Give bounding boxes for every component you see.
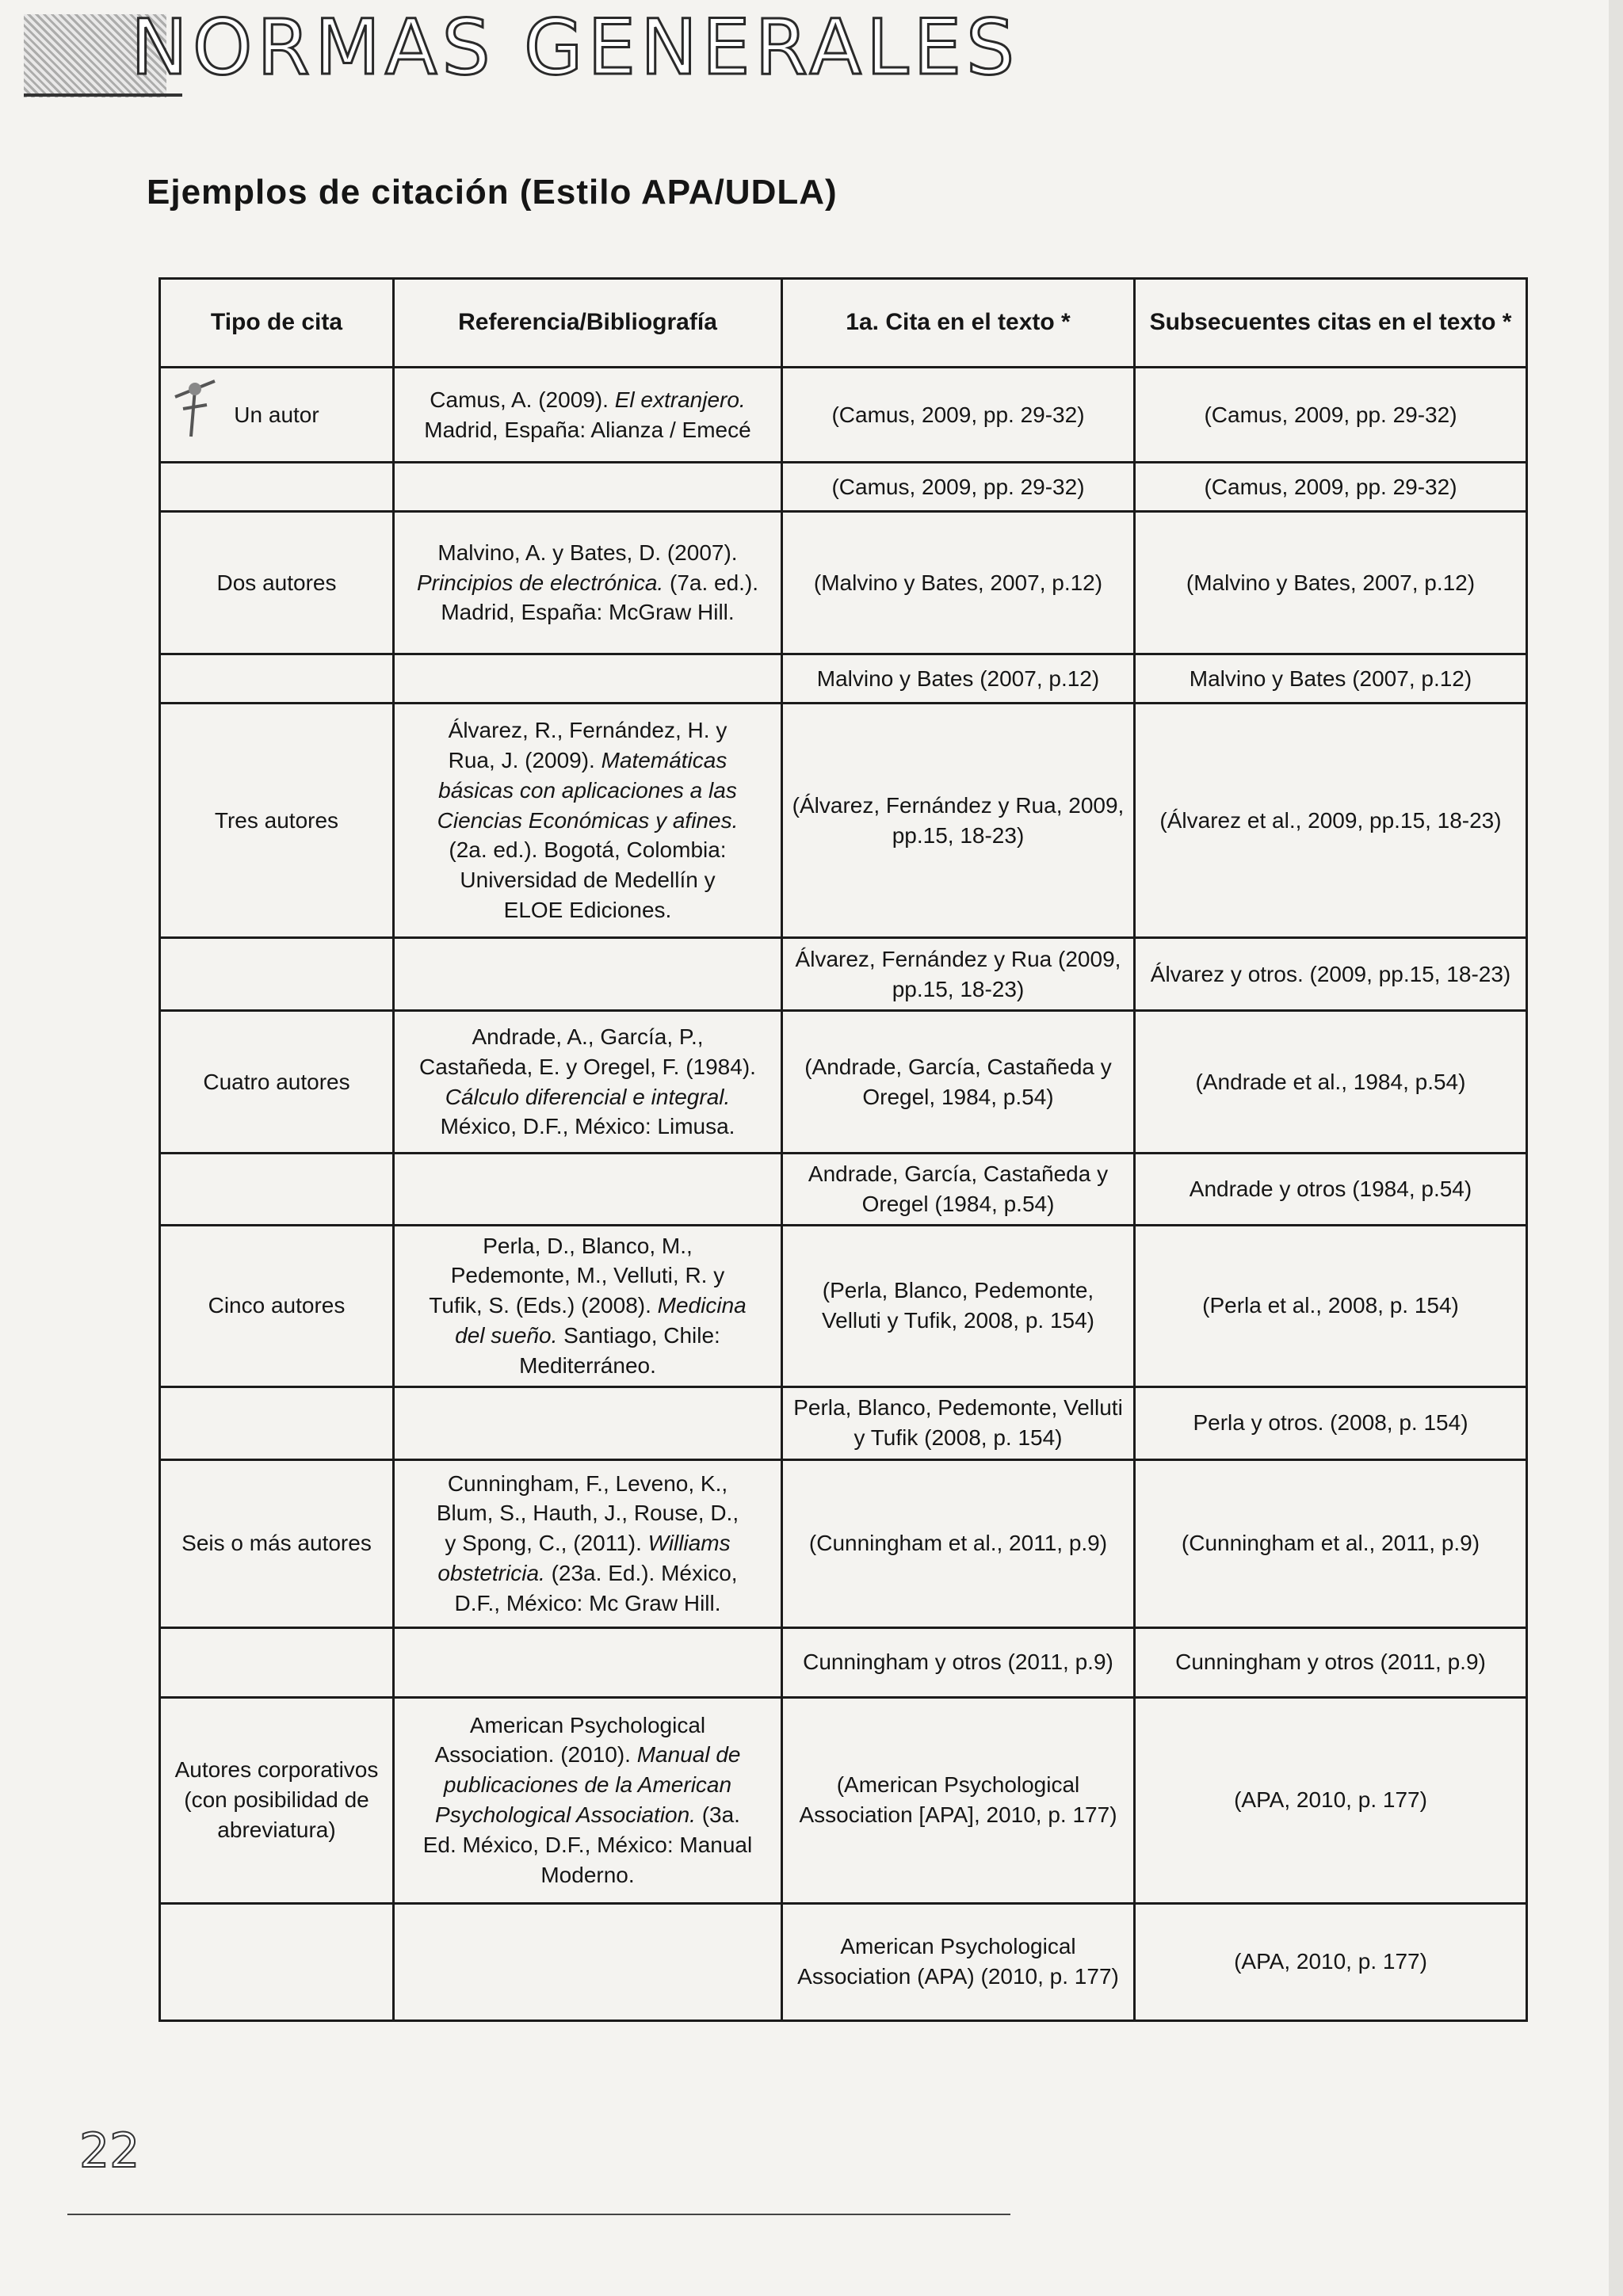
cell-subsecuentes: (Andrade et al., 1984, p.54): [1135, 1011, 1527, 1154]
header-tipo: Tipo de cita: [160, 279, 394, 368]
reference-line: [403, 715, 773, 746]
table-row-narrative: [160, 463, 1527, 512]
table-row: [160, 368, 1527, 463]
reference-title-text: Matemáticas: [601, 748, 727, 772]
table-row-narrative: [160, 1154, 1527, 1226]
reference-line: [403, 538, 773, 568]
cell-referencia: [394, 368, 782, 463]
reference-line: [403, 1528, 773, 1558]
reference-text: (3a.: [695, 1802, 740, 1828]
cell-empty: [394, 1903, 782, 2020]
cell-empty: [394, 654, 782, 704]
cell-empty: [160, 1903, 394, 2020]
cell-referencia: [394, 1225, 782, 1386]
cell-empty: [160, 1154, 394, 1226]
cell-empty: [394, 1154, 782, 1226]
reference-text: Santiago, Chile:: [557, 1322, 720, 1348]
tipo-label: Tres autores: [214, 807, 339, 833]
reference-text: Ed. México, D.F., México: Manual: [422, 1832, 753, 1857]
reference-text: (7a. ed.).: [663, 570, 759, 595]
cell-subsecuentes: (Álvarez et al., 2009, pp.15, 18-23): [1135, 704, 1527, 938]
reference-line: [403, 746, 773, 776]
header-primera-cita: 1a. Cita en el texto *: [782, 279, 1135, 368]
cell-narrativa-primera: Malvino y Bates (2007, p.12): [782, 654, 1135, 704]
reference-text: Álvarez, R., Fernández, H. y: [448, 718, 727, 743]
reference-line: [403, 1558, 773, 1589]
reference-line: [403, 1112, 773, 1142]
reference-text: (23a. Ed.). México,: [544, 1560, 738, 1585]
cell-narrativa-subsecuentes: Andrade y otros (1984, p.54): [1135, 1154, 1527, 1226]
reference-text: Madrid, España: McGraw Hill.: [441, 600, 735, 625]
reference-text: Mediterráneo.: [519, 1352, 656, 1378]
reference-text: y Spong, C., (2011).: [445, 1531, 648, 1556]
reference-line: [403, 1261, 773, 1291]
cell-empty: [160, 463, 394, 512]
table-header-row: [160, 279, 1527, 368]
reference-line: [403, 1589, 773, 1619]
table-row: [160, 1011, 1527, 1154]
reference-line: [403, 1770, 773, 1800]
cell-empty: [160, 1627, 394, 1697]
reference-title-text: Medicina: [657, 1293, 747, 1318]
table-row-narrative: [160, 1627, 1527, 1697]
cell-empty: [394, 1386, 782, 1459]
reference-text: (2a. ed.). Bogotá, Colombia:: [449, 837, 727, 863]
cell-subsecuentes: (Perla et al., 2008, p. 154): [1135, 1225, 1527, 1386]
table-row-narrative: [160, 1903, 1527, 2020]
cell-narrativa-subsecuentes: Malvino y Bates (2007, p.12): [1135, 654, 1527, 704]
cell-narrativa-primera: Cunningham y otros (2011, p.9): [782, 1627, 1135, 1697]
cell-primera-cita: (Cunningham et al., 2011, p.9): [782, 1459, 1135, 1627]
reference-text: Andrade, A., García, P.,: [472, 1024, 704, 1049]
header-title: NORMAS GENERALES: [131, 3, 1020, 92]
cell-primera-cita: (Álvarez, Fernández y Rua, 2009, pp.15, 18-23): [782, 704, 1135, 938]
cell-narrativa-primera: American Psychological Association (APA) (2010, p. 177): [782, 1903, 1135, 2020]
reference-title-text: Cálculo diferencial e integral.: [445, 1084, 731, 1109]
cell-referencia: [394, 704, 782, 938]
reference-line: [403, 1052, 773, 1082]
reference-line: [403, 1351, 773, 1381]
reference-text: Association. (2010).: [434, 1742, 637, 1768]
reference-line: [403, 385, 773, 415]
cell-referencia: [394, 1011, 782, 1154]
reference-line: [403, 1830, 773, 1860]
reference-title-text: del sueño.: [455, 1322, 558, 1348]
cell-tipo: [160, 368, 394, 463]
section-title: Ejemplos de citación (Estilo APA/UDLA): [147, 173, 838, 212]
cell-empty: [160, 1386, 394, 1459]
reference-text: Universidad de Medellín y: [460, 868, 716, 893]
cell-subsecuentes: (APA, 2010, p. 177): [1135, 1697, 1527, 1903]
tipo-label: Autores corporativos (con posibilidad de abreviatura): [174, 1757, 379, 1842]
reference-text: Tufik, S. (Eds.) (2008).: [429, 1293, 658, 1318]
tipo-label: Cinco autores: [208, 1293, 346, 1318]
reference-line: [403, 1469, 773, 1499]
table-body: [160, 368, 1527, 2021]
reference-text: Moderno.: [540, 1862, 635, 1887]
reference-line: [403, 1498, 773, 1528]
cell-empty: [394, 463, 782, 512]
reference-line: [403, 1082, 773, 1112]
reference-line: [403, 776, 773, 806]
reference-text: Perla, D., Blanco, M.,: [483, 1233, 693, 1258]
cell-tipo: [160, 1459, 394, 1627]
cell-referencia: [394, 1697, 782, 1903]
reference-line: [403, 1291, 773, 1321]
reference-title-text: El extranjero.: [614, 387, 746, 412]
reference-title-text: Manual de: [636, 1742, 741, 1768]
figure-ornament-icon: [167, 373, 223, 444]
header-subsecuentes: Subsecuentes citas en el texto *: [1135, 279, 1527, 368]
table-row-narrative: [160, 938, 1527, 1011]
cell-empty: [160, 938, 394, 1011]
reference-title-text: básicas con aplicaciones a las: [438, 777, 737, 803]
cell-empty: [160, 654, 394, 704]
reference-text: Pedemonte, M., Velluti, R. y: [450, 1263, 725, 1288]
reference-line: [403, 597, 773, 627]
reference-line: [403, 415, 773, 445]
cell-subsecuentes: (Cunningham et al., 2011, p.9): [1135, 1459, 1527, 1627]
reference-text: Cunningham, F., Leveno, K.,: [447, 1470, 728, 1496]
reference-text: México, D.F., México: Limusa.: [440, 1114, 735, 1139]
reference-title-text: Ciencias Económicas y afines.: [437, 807, 739, 833]
page-edge: [1609, 0, 1623, 2296]
table-row: [160, 1459, 1527, 1627]
cell-narrativa-primera: Perla, Blanco, Pedemonte, Velluti y Tufik (2008, p. 154): [782, 1386, 1135, 1459]
reference-line: [403, 1022, 773, 1052]
reference-text: Madrid, España: Alianza / Emecé: [424, 417, 751, 442]
reference-title-text: publicaciones de la American: [443, 1772, 732, 1798]
cell-narrativa-primera: Andrade, García, Castañeda y Oregel (1984, p.54): [782, 1154, 1135, 1226]
reference-line: [403, 865, 773, 895]
tipo-label: Seis o más autores: [181, 1531, 372, 1556]
cell-narrativa-subsecuentes: Cunningham y otros (2011, p.9): [1135, 1627, 1527, 1697]
cell-referencia: [394, 1459, 782, 1627]
cell-tipo: [160, 1225, 394, 1386]
header-underline: [24, 93, 182, 97]
tipo-label: Un autor: [234, 402, 319, 427]
table-row: [160, 1697, 1527, 1903]
cell-primera-cita: (Andrade, García, Castañeda y Oregel, 1984, p.54): [782, 1011, 1135, 1154]
cell-narrativa-subsecuentes: Álvarez y otros. (2009, pp.15, 18-23): [1135, 938, 1527, 1011]
page-number: 22: [79, 2123, 140, 2179]
reference-text: ELOE Ediciones.: [503, 897, 672, 922]
cell-narrativa-primera: (Camus, 2009, pp. 29-32): [782, 463, 1135, 512]
cell-primera-cita: (Malvino y Bates, 2007, p.12): [782, 512, 1135, 654]
reference-text: Camus, A. (2009).: [430, 387, 615, 412]
reference-line: [403, 806, 773, 836]
table-row-narrative: [160, 654, 1527, 704]
cell-primera-cita: (Perla, Blanco, Pedemonte, Velluti y Tufik, 2008, p. 154): [782, 1225, 1135, 1386]
reference-line: [403, 1860, 773, 1890]
cell-narrativa-subsecuentes: Perla y otros. (2008, p. 154): [1135, 1386, 1527, 1459]
cell-empty: [394, 1627, 782, 1697]
cell-tipo: [160, 704, 394, 938]
reference-text: Blum, S., Hauth, J., Rouse, D.,: [436, 1501, 739, 1526]
reference-line: [403, 1321, 773, 1351]
cell-tipo: [160, 512, 394, 654]
reference-text: D.F., México: Mc Graw Hill.: [454, 1590, 721, 1615]
reference-title-text: Principios de electrónica.: [416, 570, 664, 595]
citation-table: [158, 277, 1528, 2022]
cell-narrativa-subsecuentes: (APA, 2010, p. 177): [1135, 1903, 1527, 2020]
cell-subsecuentes: (Malvino y Bates, 2007, p.12): [1135, 512, 1527, 654]
cell-tipo: [160, 1697, 394, 1903]
reference-title-text: Psychological Association.: [435, 1802, 696, 1828]
reference-text: Malvino, A. y Bates, D. (2007).: [437, 540, 738, 565]
header-referencia: Referencia/Bibliografía: [394, 279, 782, 368]
reference-title-text: Williams: [647, 1531, 731, 1556]
cell-empty: [394, 938, 782, 1011]
tipo-label: Dos autores: [216, 570, 337, 595]
reference-line: [403, 835, 773, 865]
table-row: [160, 512, 1527, 654]
reference-line: [403, 1800, 773, 1830]
cell-narrativa-primera: Álvarez, Fernández y Rua (2009, pp.15, 18-23): [782, 938, 1135, 1011]
table-row-narrative: [160, 1386, 1527, 1459]
reference-text: Castañeda, E. y Oregel, F. (1984).: [419, 1054, 756, 1079]
tipo-label: Cuatro autores: [203, 1069, 350, 1094]
reference-line: [403, 895, 773, 925]
cell-primera-cita: (Camus, 2009, pp. 29-32): [782, 368, 1135, 463]
reference-text: Rua, J. (2009).: [448, 748, 601, 772]
footer-rule: [67, 2214, 1010, 2215]
cell-referencia: [394, 512, 782, 654]
cell-subsecuentes: (Camus, 2009, pp. 29-32): [1135, 368, 1527, 463]
reference-text: American Psychological: [469, 1712, 706, 1737]
reference-line: [403, 1231, 773, 1261]
reference-line: [403, 568, 773, 598]
reference-line: [403, 1711, 773, 1741]
cell-primera-cita: (American Psychological Association [APA], 2010, p. 177): [782, 1697, 1135, 1903]
table-row: [160, 1225, 1527, 1386]
reference-title-text: obstetricia.: [437, 1560, 545, 1585]
reference-line: [403, 1740, 773, 1770]
table-row: [160, 704, 1527, 938]
cell-tipo: [160, 1011, 394, 1154]
cell-narrativa-subsecuentes: (Camus, 2009, pp. 29-32): [1135, 463, 1527, 512]
